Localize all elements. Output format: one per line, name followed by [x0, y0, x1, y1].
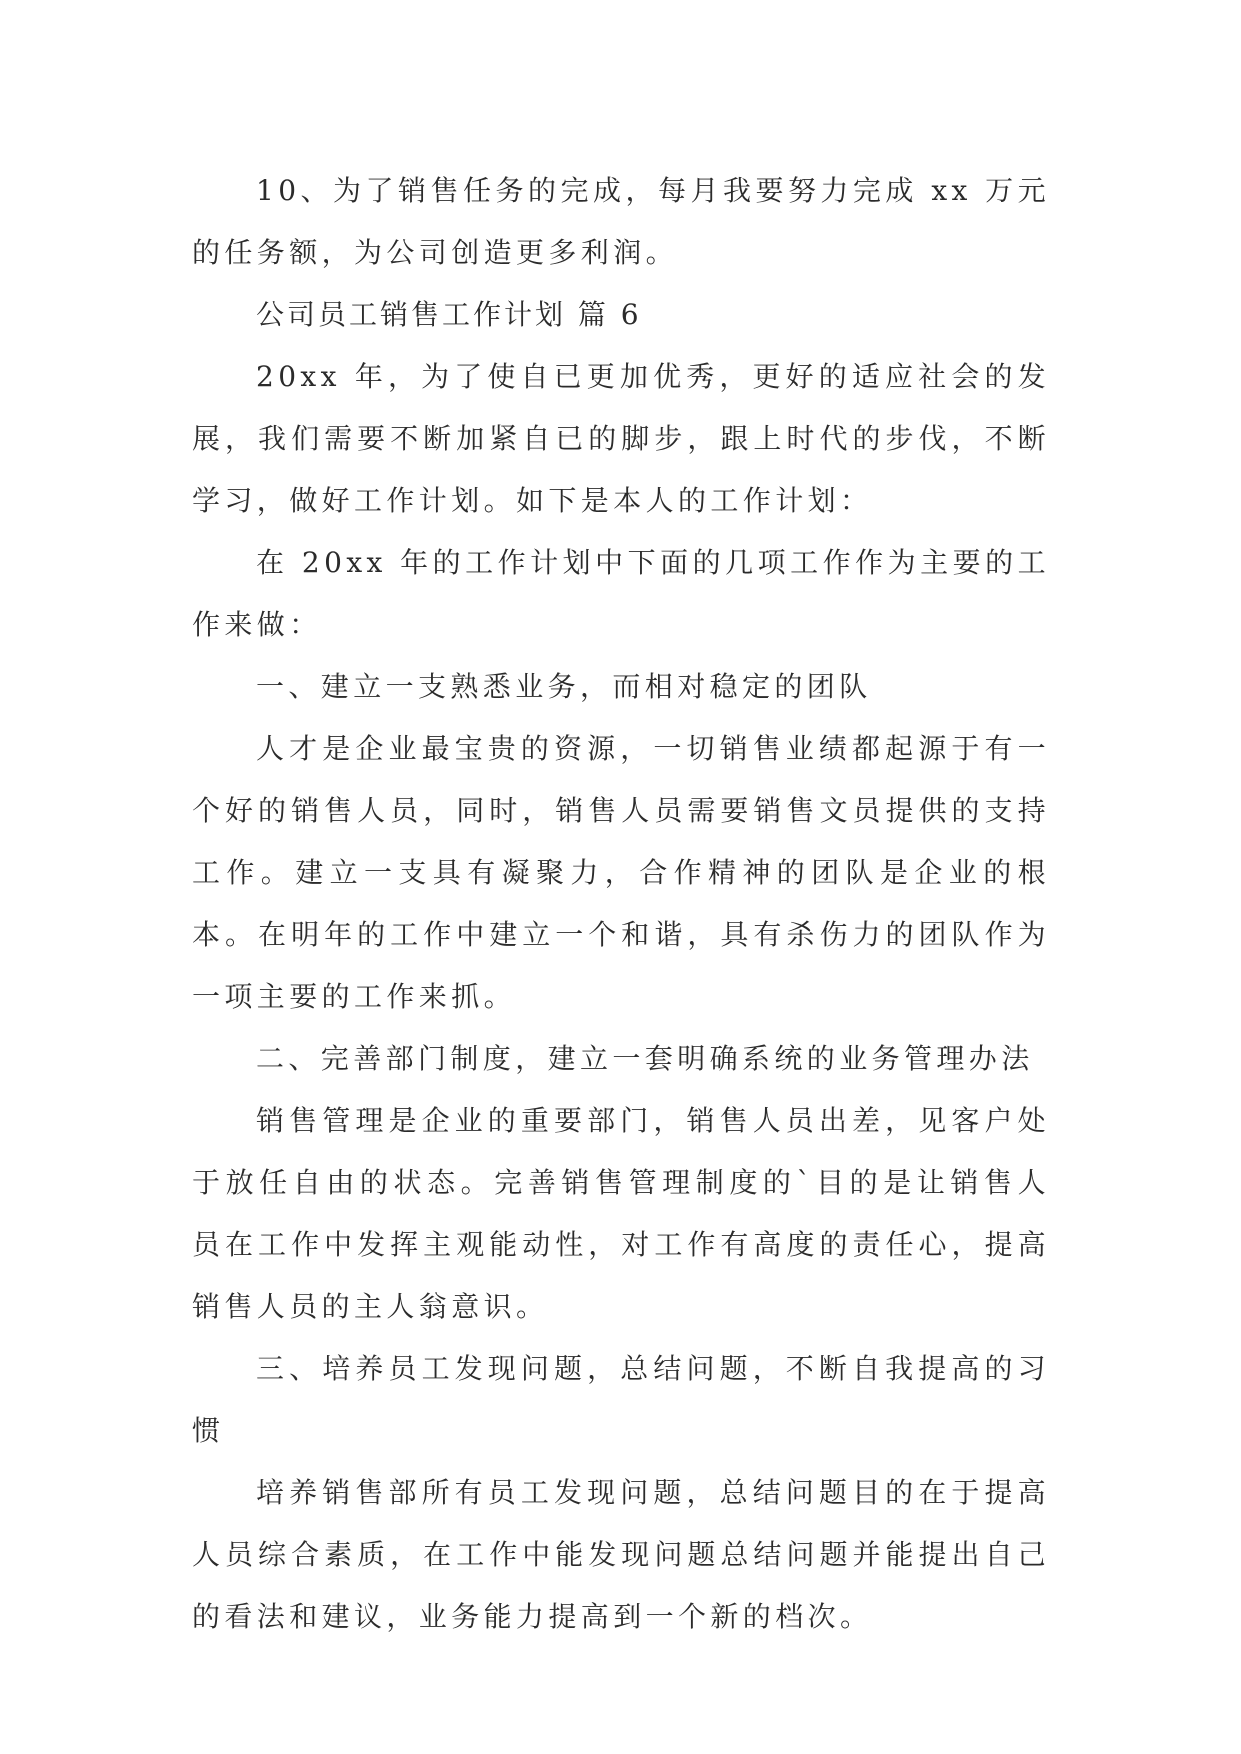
- paragraph-habits: 培养销售部所有员工发现问题，总结问题目的在于提高人员综合素质，在工作中能发现问题总结问题并能提出自己的看法和建议，业务能力提高到一个新的档次。: [192, 1476, 1050, 1633]
- paragraph-intro: 20xx 年，为了使自已更加优秀，更好的适应社会的发展，我们需要不断加紧自已的脚步，跟上时代的步伐，不断学习，做好工作计划。如下是本人的工作计划：: [192, 360, 1050, 517]
- paragraph-sales-target: 10、为了销售任务的完成，每月我要努力完成 xx 万元的任务额，为公司创造更多利润。: [192, 174, 1050, 269]
- section-heading: 公司员工销售工作计划 篇 6: [256, 298, 642, 331]
- paragraph-system: 销售管理是企业的重要部门，销售人员出差，见客户处于放任自由的状态。完善销售管理制度的`目的是让销售人员在工作中发挥主观能动性，对工作有高度的责任心，提高销售人员的主人翁意识。: [192, 1104, 1050, 1323]
- paragraph-team: 人才是企业最宝贵的资源，一切销售业绩都起源于有一个好的销售人员，同时，销售人员需要销售文员提供的支持工作。建立一支具有凝聚力，合作精神的团队是企业的根本。在明年的工作中建立一个和谐，具有杀伤力的团队作为一项主要的工作来抓。: [192, 732, 1050, 1013]
- item-heading-team: 一、建立一支熟悉业务，而相对稳定的团队: [256, 670, 872, 703]
- item-heading-habits: 三、培养员工发现问题，总结问题，不断自我提高的习惯: [192, 1352, 1050, 1447]
- paragraph-plan-overview: 在 20xx 年的工作计划中下面的几项工作作为主要的工作来做：: [192, 546, 1050, 641]
- item-heading-system: 二、完善部门制度，建立一套明确系统的业务管理办法: [256, 1042, 1034, 1075]
- document-body: [192, 160, 1050, 1648]
